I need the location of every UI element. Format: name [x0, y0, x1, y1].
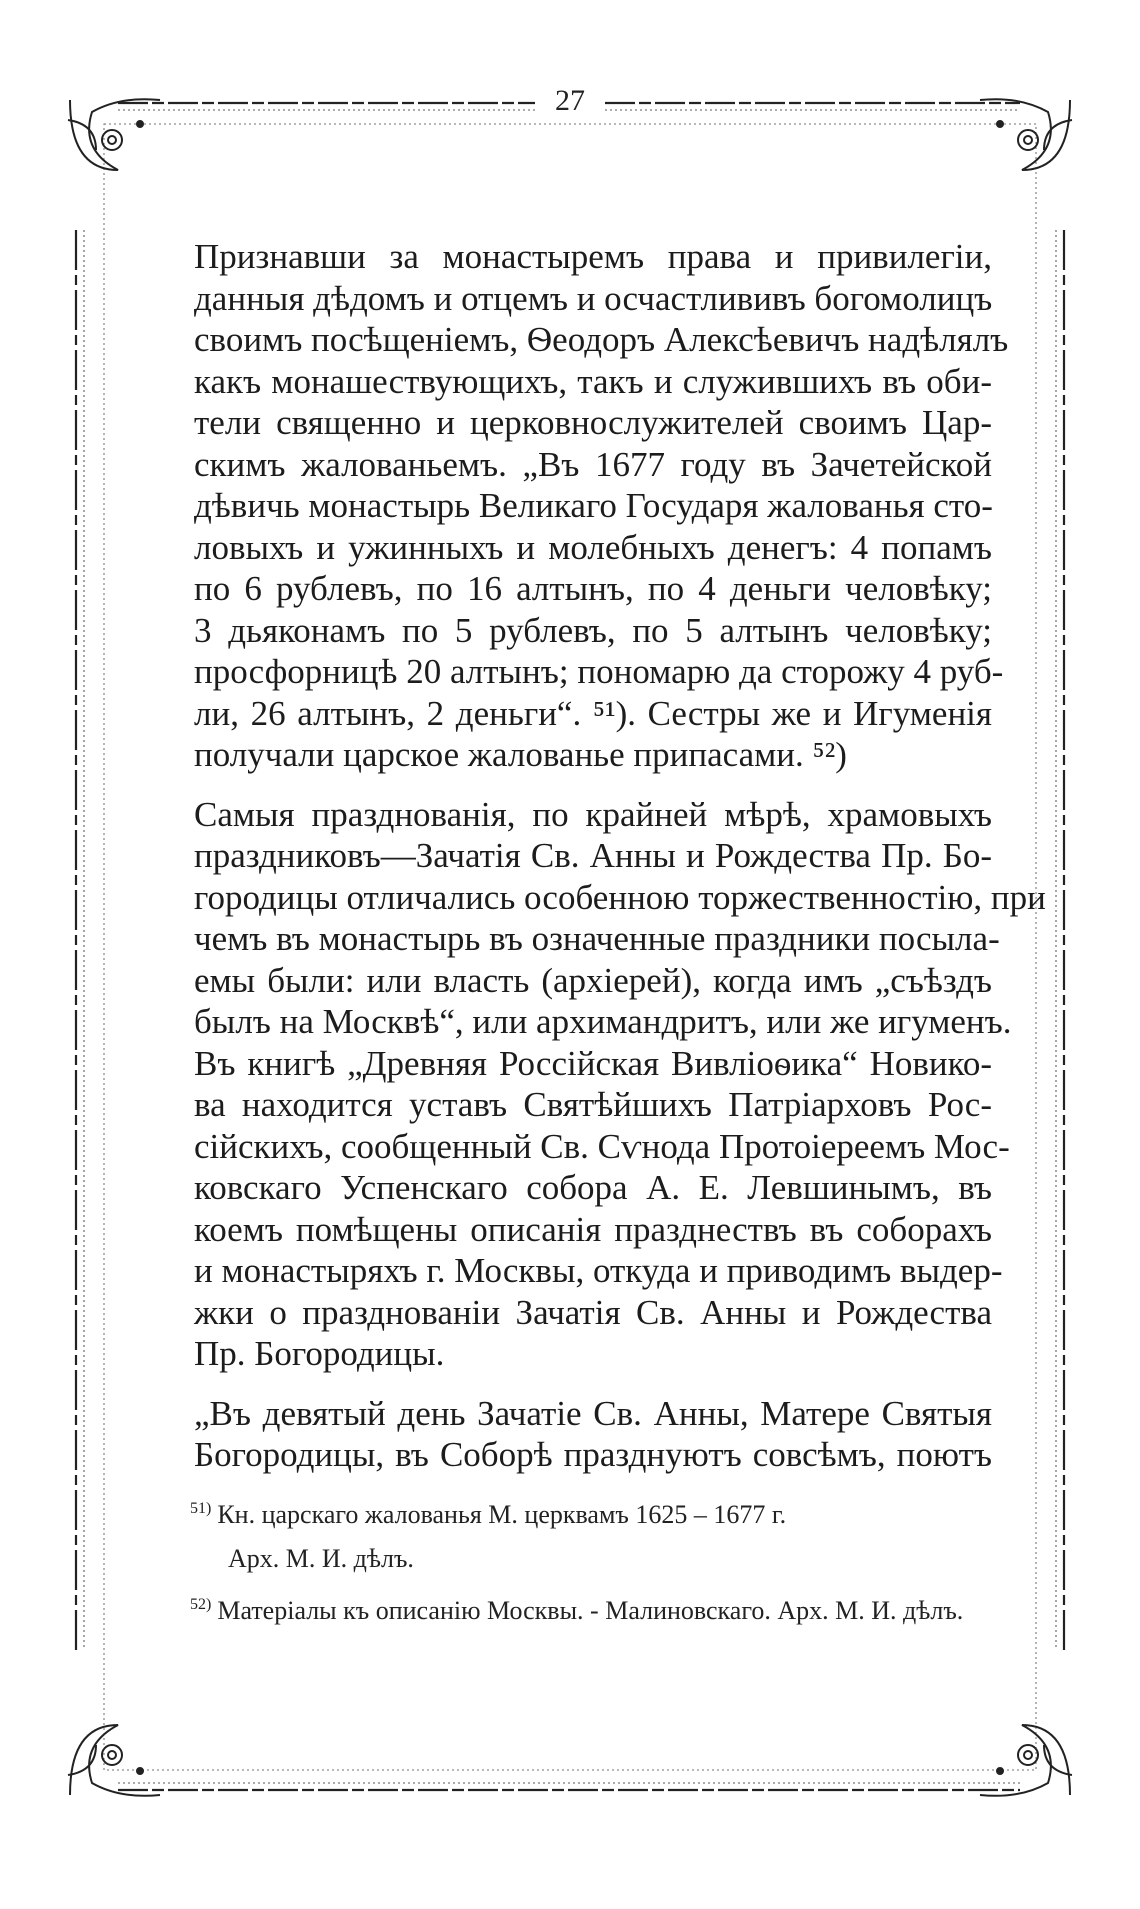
footnote-text: Матеріалы къ описанію Москвы. - Малиновскаго. Арх. М. И. дѣлъ. — [217, 1596, 964, 1625]
text-line: праздниковъ—Зачатія Св. Анны и Рождества Пр. Бо- — [194, 836, 992, 875]
text-line: Самыя празднованія, по крайней мѣрѣ, храмовыхъ — [194, 794, 992, 834]
text-line: 3 дьяконамъ по 5 рублевъ, по 5 алтынъ человѣку; — [194, 610, 992, 650]
text-line: ловыхъ и ужинныхъ и молебныхъ денегъ: 4 попамъ — [194, 527, 992, 567]
text-line: получали царское жалованье припасами. ⁵²) — [194, 735, 847, 774]
text-line: просфорницѣ 20 алтынъ; пономарю да сторожу 4 руб- — [194, 652, 1004, 691]
text-line: скимъ жалованьемъ. „Въ 1677 году въ Зачетейской — [194, 444, 992, 484]
footnote-ref: 52) — [190, 1596, 212, 1613]
text-line: чемъ въ монастырь въ означенные праздники посыла- — [194, 919, 1000, 958]
paragraph-2 — [160, 794, 1046, 1375]
text-line: данныя дѣдомъ и отцемъ и осчастлививъ богомолицъ — [194, 278, 993, 318]
text-line: какъ монашествующихъ, такъ и служившихъ въ оби- — [194, 361, 992, 401]
text-line: своимъ посѣщеніемъ, Ѳеодоръ Алексѣевичъ надѣлялъ — [194, 320, 1009, 359]
text-line: коемъ помѣщены описанія празднествъ въ соборахъ — [194, 1209, 992, 1249]
text-line: Признавши за монастыремъ права и привилегіи, — [194, 237, 992, 276]
text-line: ва находится уставъ Святѣйшихъ Патріарховъ Рос- — [194, 1085, 992, 1124]
text-line: сійскихъ, сообщенный Св. Сѵнода Протоіереемъ Мос- — [194, 1126, 1010, 1166]
footnote-text-continued: Арх. М. И. дѣлъ. — [228, 1544, 414, 1573]
page-number: 27 — [540, 84, 600, 118]
footnote-text: Кн. царскаго жалованья М. церквамъ 1625 – 1677 г. — [217, 1500, 787, 1529]
text-line: былъ на Москвѣ“, или архимандритъ, или же игуменъ. — [194, 1002, 1012, 1041]
text-line: ковскаго Успенскаго собора А. Е. Левшинымъ, въ — [194, 1168, 992, 1207]
footnote-ref: 51) — [190, 1500, 212, 1517]
corner-ornament-top-right — [980, 99, 1072, 170]
text-line: по 6 рублевъ, по 16 алтынъ, по 4 деньги человѣку; — [194, 569, 992, 608]
corner-ornament-bottom-left — [68, 1725, 160, 1796]
text-line: „Въ девятый день Зачатіе Св. Анны, Матере Святыя — [194, 1393, 992, 1433]
text-line: и монастыряхъ г. Москвы, откуда и приводимъ выдер- — [194, 1251, 1003, 1290]
paragraph-1 — [160, 236, 1009, 776]
right-border — [1056, 230, 1064, 1650]
text-line: городицы отличались особенною торжественностію, при — [194, 877, 1046, 917]
text-line: Въ книгѣ „Древняя Россійская Вивліоѳика“ Новико- — [194, 1043, 992, 1083]
text-line: жки о празднованіи Зачатія Св. Анны и Рождества — [194, 1292, 992, 1332]
text-line: дѣвичь монастырь Великаго Государя жалованья сто- — [194, 486, 993, 525]
footnote-51 — [190, 1495, 990, 1579]
bottom-border — [118, 1783, 1020, 1790]
paragraph-3 — [160, 1393, 992, 1476]
footnotes — [190, 1495, 990, 1647]
corner-ornament-bottom-right — [980, 1725, 1072, 1796]
footnote-52 — [190, 1591, 990, 1635]
text-line: Пр. Богородицы. — [194, 1334, 445, 1373]
left-border — [76, 230, 84, 1650]
text-line: ли, 26 алтынъ, 2 деньги“. ⁵¹). Сестры же и Игуменія — [194, 693, 992, 733]
body-text — [160, 236, 1046, 1476]
text-line: тели священно и церковнослужителей своимъ Цар- — [194, 403, 992, 442]
corner-ornament-top-left — [68, 99, 160, 170]
text-line: Богородицы, въ Соборѣ празднуютъ совсѣмъ, поютъ — [194, 1435, 992, 1474]
text-line: емы были: или власть (архіерей), когда имъ „съѣздъ — [194, 960, 992, 1000]
